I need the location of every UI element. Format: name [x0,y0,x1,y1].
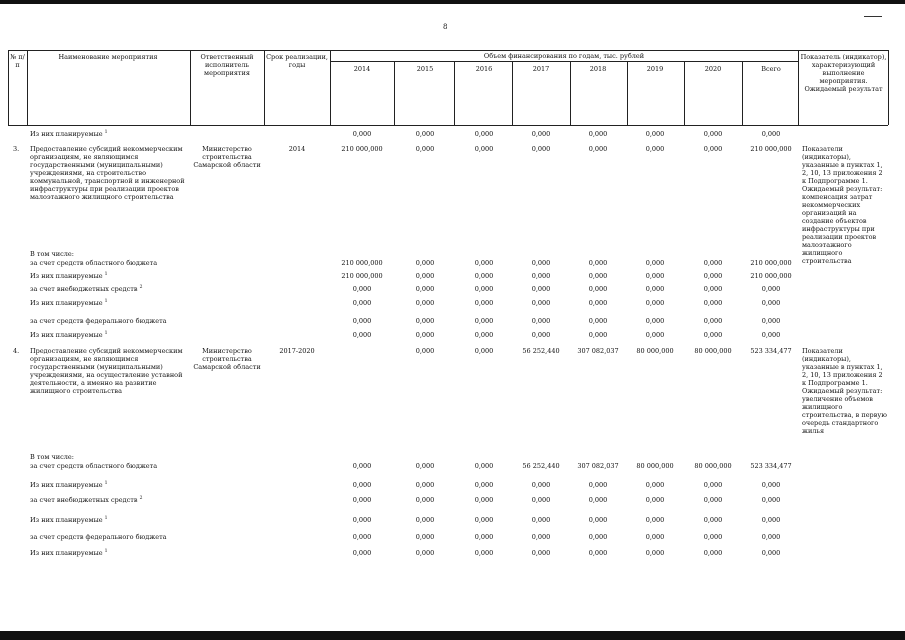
table-cell-value: 210 000,000 [341,259,383,267]
table-cell-value: 0,000 [415,347,435,355]
header-bottom-line [8,125,888,126]
footnote-mark: 2 [139,495,143,501]
item3-name: Предоставление субсидий некоммерческим организациям, не являющимся государственными (муниципальными) учреждениями, на строительство коммунальной, транспортной и инженерной инфраструктуры при реализации проектов малоэтажного жилищного строительства [30,145,185,201]
table-cell-value: 0,000 [588,259,608,267]
table-cell-value: 0,000 [588,285,608,293]
table-cell-value: 0,000 [531,496,551,504]
item3-indicator: Показатели (индикаторы), указанные в пунктах 1, 2, 10, 13 приложения 2 к Подпрограмме 1. Ожидаемый результат: компенсация затрат некоммерческих организаций на создание объектов инфраструктуры при реализации проектов малоэтажного жилищного строительства [802,145,883,265]
table-cell-value: 0,000 [415,331,435,339]
table-cell-value: 0,000 [703,285,723,293]
table-cell-value: 0,000 [474,272,494,280]
subrow-label [30,481,108,489]
table-cell-value: 0,000 [415,145,435,153]
table-cell-value: 0,000 [531,285,551,293]
header-financing: Объем финансирования по годам, тыс. рублей [483,52,645,60]
table-cell-value: 0,000 [588,317,608,325]
table-cell-value: 0,000 [703,516,723,524]
table-cell-value: 0,000 [761,481,781,489]
header-executor: Ответственный исполнитель мероприятия [200,53,254,77]
subrow-label [30,533,167,541]
table-cell-value: 0,000 [703,481,723,489]
table-cell-value: 0,000 [645,331,665,339]
page-number: 8 [443,23,448,31]
table-cell-value: 0,000 [761,549,781,557]
footnote-mark: 1 [104,330,108,336]
item4-executor: Министерство строительства Самарской области [193,347,261,371]
year-header: 2017 [532,65,550,73]
table-cell-value: 0,000 [588,145,608,153]
table-cell-value: 0,000 [645,549,665,557]
table-cell-value: 0,000 [415,299,435,307]
footnote-mark: 1 [104,548,108,554]
table-cell-value: 0,000 [415,130,435,138]
table-cell-value: 0,000 [588,331,608,339]
table-cell-value: 0,000 [588,481,608,489]
table-cell-value: 0,000 [531,331,551,339]
table-cell-value: 0,000 [761,285,781,293]
table-cell-value: 0,000 [645,516,665,524]
top-row-label: Из них планируемые $^1$ [30,129,108,138]
table-cell-value: 0,000 [415,496,435,504]
table-cell-value: 0,000 [588,130,608,138]
table-cell-value: 0,000 [474,347,494,355]
subrow-label [30,317,167,325]
table-cell-value: 0,000 [531,299,551,307]
table-cell-value: 210 000,000 [341,272,383,280]
subrow-label [30,496,143,504]
table-cell-value: 0,000 [703,272,723,280]
table-cell-value: 0,000 [531,130,551,138]
subrow-label [30,516,108,524]
header-top-line [8,50,888,51]
table-cell-value: 0,000 [588,533,608,541]
year-header: Всего [761,65,781,73]
table-cell-value: 0,000 [352,130,372,138]
table-cell-value: 0,000 [415,533,435,541]
table-cell-value: 0,000 [415,549,435,557]
table-cell-value: 0,000 [352,533,372,541]
footnote-mark: 1 [104,271,108,277]
footnote-mark: 1 [104,298,108,304]
table-cell-value: 0,000 [415,462,435,470]
table-cell-value: 0,000 [352,462,372,470]
table-cell-value: 0,000 [531,481,551,489]
table-cell-value: 0,000 [645,317,665,325]
year-header: 2015 [416,65,434,73]
table-cell-value: 0,000 [415,259,435,267]
subrow-label [30,259,157,267]
table-cell-value: 80 000,000 [694,347,732,355]
item4-number: 4. [13,347,20,355]
table-cell-value: 0,000 [588,272,608,280]
table-cell-value: 0,000 [415,516,435,524]
subrow-label-text: Из них планируемые [30,299,103,307]
table-cell-value: 0,000 [474,317,494,325]
table-cell-value: 0,000 [761,130,781,138]
grid-vertical-line [330,50,331,125]
table-cell-value: 80 000,000 [694,462,732,470]
subrow-label-text: за счет средств федерального бюджета [30,533,167,541]
table-cell-value: 210 000,000 [750,145,792,153]
table-cell-value: 0,000 [703,299,723,307]
header-num: № п/п [10,53,25,69]
table-cell-value: 0,000 [352,331,372,339]
subrow-label-text: за счет средств областного бюджета [30,259,158,267]
header-subline [330,61,798,62]
subrow-label-text: за счет внебюджетных средств [30,496,138,504]
table-cell-value: 0,000 [415,272,435,280]
table-cell-value: 0,000 [474,145,494,153]
table-cell-value: 0,000 [645,299,665,307]
item4-including: В том числе: [30,453,74,461]
table-cell-value: 0,000 [352,299,372,307]
table-cell-value: 0,000 [474,259,494,267]
table-cell-value: 0,000 [761,299,781,307]
table-cell-value: 0,000 [474,130,494,138]
table-cell-value: 0,000 [645,481,665,489]
year-header: 2020 [704,65,722,73]
table-cell-value: 0,000 [703,259,723,267]
table-cell-value: 0,000 [474,481,494,489]
year-header: 2018 [589,65,607,73]
table-cell-value: 0,000 [352,549,372,557]
table-cell-value: 0,000 [474,516,494,524]
table-cell-value: 0,000 [531,317,551,325]
table-cell-value: 0,000 [352,516,372,524]
table-cell-value: 0,000 [645,130,665,138]
table-cell-value: 0,000 [588,496,608,504]
table-cell-value: 0,000 [645,496,665,504]
table-cell-value: 307 082,037 [577,347,619,355]
table-cell-value: 307 082,037 [577,462,619,470]
table-cell-value: 0,000 [531,516,551,524]
table-cell-value: 0,000 [474,299,494,307]
table-cell-value: 0,000 [703,496,723,504]
item4-name: Предоставление субсидий некоммерческим организациям, не являющимся государственными (муниципальными) учреждениями, на осуществление уставной деятельности, а именно на развитие жилищного строительства [30,347,183,395]
table-cell-value: 0,000 [415,285,435,293]
table-cell-value: 210 000,000 [341,145,383,153]
scan-mark [864,16,882,17]
item3-number: 3. [13,145,20,153]
table-cell-value: 80 000,000 [636,462,674,470]
table-cell-value: 0,000 [474,331,494,339]
subrow-label [30,272,108,280]
table-cell-value: 0,000 [645,145,665,153]
item4-period: 2017-2020 [279,347,315,355]
header-name: Наименование мероприятия [58,53,158,61]
scan-top-edge [0,0,905,4]
table-cell-value: 0,000 [588,549,608,557]
subrow-label-text: за счет средств областного бюджета [30,462,158,470]
header-period: Срок реализации, годы [266,53,328,69]
table-cell-value: 0,000 [588,299,608,307]
table-cell-value: 0,000 [352,496,372,504]
footnote-mark: 1 [104,480,108,486]
table-cell-value: 0,000 [352,481,372,489]
table-cell-value: 0,000 [703,331,723,339]
scan-bottom-edge [0,631,905,640]
subrow-label-text: Из них планируемые [30,481,103,489]
footnote-mark: 1 [104,515,108,521]
table-cell-value: 0,000 [703,145,723,153]
table-cell-value: 0,000 [761,496,781,504]
table-cell-value: 0,000 [531,549,551,557]
table-cell-value: 0,000 [703,317,723,325]
table-cell-value: 0,000 [474,533,494,541]
table-cell-value: 210 000,000 [750,259,792,267]
table-cell-value: 56 252,440 [522,347,560,355]
table-cell-value: 0,000 [531,259,551,267]
subrow-label [30,331,108,339]
subrow-label [30,462,157,470]
table-cell-value: 0,000 [703,549,723,557]
subrow-label-text: Из них планируемые [30,516,103,524]
table-cell-value: 0,000 [645,533,665,541]
table-cell-value: 0,000 [474,285,494,293]
table-cell-value: 0,000 [761,331,781,339]
subrow-label [30,285,143,293]
subrow-label-text: Из них планируемые [30,272,103,280]
year-header: 2016 [475,65,493,73]
table-cell-value: 0,000 [761,317,781,325]
table-cell-value: 0,000 [703,130,723,138]
footnote-mark: 2 [139,284,143,290]
table-cell-value: 0,000 [415,481,435,489]
table-cell-value: 56 252,440 [522,462,560,470]
subrow-label [30,549,108,557]
item3-period: 2014 [288,145,306,153]
table-cell-value: 0,000 [645,285,665,293]
subrow-label-text: за счет внебюджетных средств [30,285,138,293]
table-cell-value: 0,000 [531,145,551,153]
item4-indicator: Показатели (индикаторы), указанные в пунктах 1, 2, 10, 13 приложения 2 к Подпрограмме 1. Ожидаемый результат: увеличение объемов жилищного строительства, в первую очередь стандартного жилья [802,347,887,435]
subrow-label-text: Из них планируемые [30,331,103,339]
item3-executor: Министерство строительства Самарской области [193,145,261,169]
year-header: 2019 [646,65,664,73]
table-cell-value: 0,000 [703,533,723,541]
header-indicator: Показатель (индикатор), характеризующий выполнение мероприятия. Ожидаемый результат [800,53,887,93]
subrow-label-text: за счет средств федерального бюджета [30,317,167,325]
grid-vertical-line [888,50,889,125]
table-cell-value: 0,000 [645,272,665,280]
table-cell-value: 0,000 [531,533,551,541]
table-cell-value: 0,000 [474,462,494,470]
grid-vertical-line [798,50,799,125]
item3-including: В том числе: [30,250,74,258]
table-cell-value: 210 000,000 [750,272,792,280]
subrow-label [30,299,108,307]
table-cell-value: 0,000 [474,549,494,557]
table-cell-value: 0,000 [352,317,372,325]
table-cell-value: 0,000 [761,516,781,524]
table-cell-value: 0,000 [474,496,494,504]
table-cell-value: 0,000 [761,533,781,541]
table-cell-value: 523 334,477 [750,347,792,355]
table-cell-value: 80 000,000 [636,347,674,355]
table-cell-value: 0,000 [588,516,608,524]
table-cell-value: 0,000 [645,259,665,267]
table-cell-value: 523 334,477 [750,462,792,470]
table-cell-value: 0,000 [531,272,551,280]
year-header: 2014 [353,65,371,73]
grid-vertical-line [27,50,28,125]
table-cell-value: 0,000 [415,317,435,325]
table-cell-value: 0,000 [352,285,372,293]
subrow-label-text: Из них планируемые [30,549,103,557]
